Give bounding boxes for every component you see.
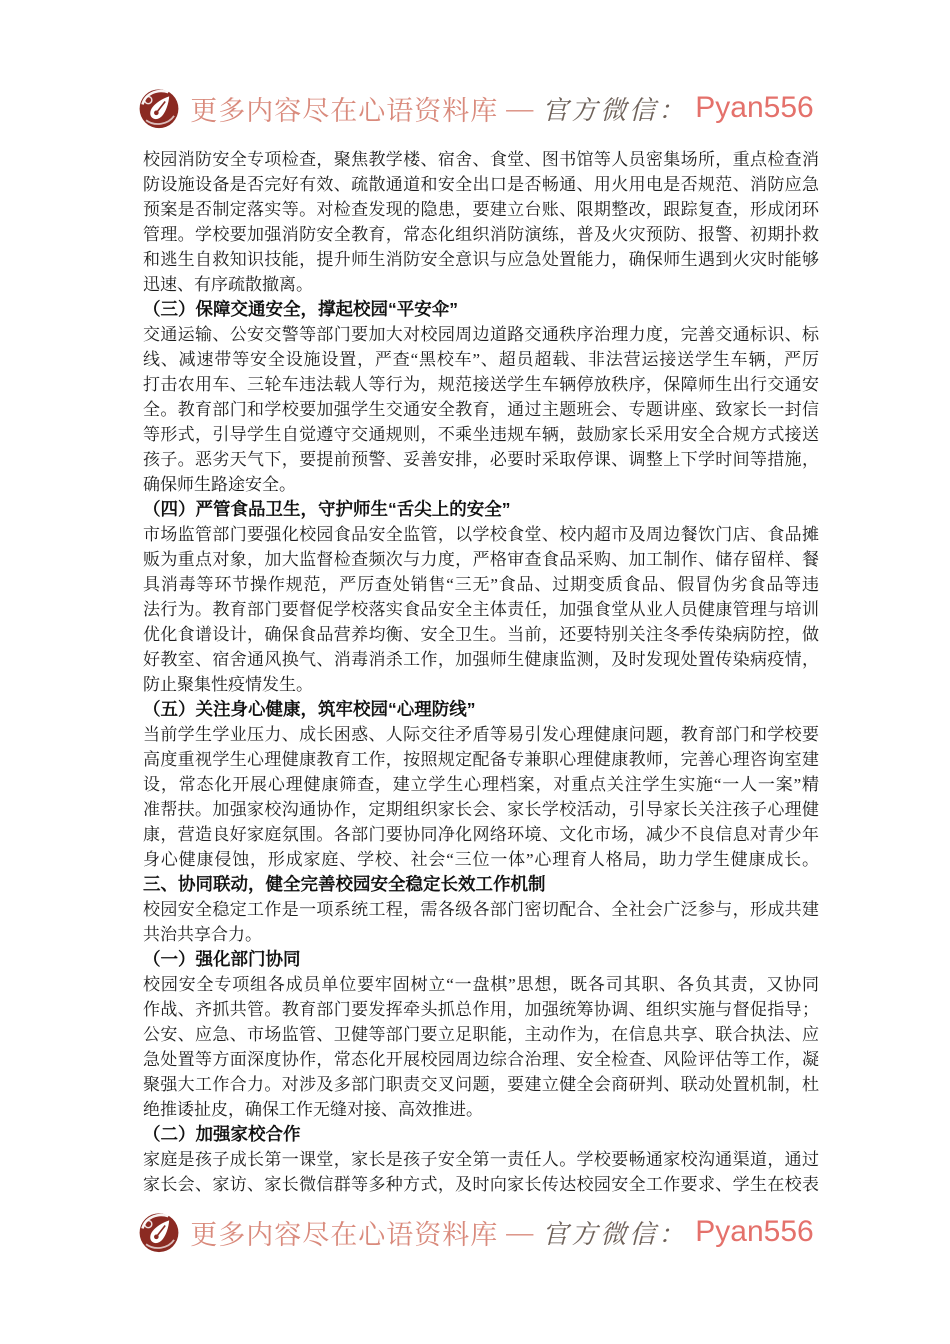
paragraph-line: 法行为。教育部门要督促学校落实食品安全主体责任，加强食堂从业人员健康管理与培训 bbox=[143, 600, 819, 619]
paragraph-line: 校园安全稳定工作是一项系统工程，需各级各部门密切配合、全社会广泛参与，形成共建 bbox=[143, 900, 819, 919]
paragraph-line: 打击农用车、三轮车违法载人等行为，规范接送学生车辆停放秩序，保障师生出行交通安 bbox=[143, 375, 819, 394]
section-heading: （五）关注身心健康，筑牢校园“心理防线” bbox=[143, 699, 476, 719]
paragraph-line: 确保师生路途安全。 bbox=[143, 475, 296, 494]
paragraph-line: 共治共享合力。 bbox=[143, 925, 262, 944]
paragraph-line: 绝推诿扯皮，确保工作无缝对接、高效推进。 bbox=[143, 1100, 483, 1119]
paragraph-line: 校园消防安全专项检查，聚焦教学楼、宿舍、食堂、图书馆等人员密集场所，重点检查消 bbox=[143, 150, 819, 169]
paragraph-line: 作战、齐抓共管。教育部门要发挥牵头抓总作用，加强统筹协调、组织实施与督促指导； bbox=[143, 1000, 819, 1019]
paragraph-line: 家庭是孩子成长第一课堂，家长是孩子安全第一责任人。学校要畅通家校沟通渠道，通过 bbox=[143, 1150, 819, 1169]
paragraph-line: 预案是否制定落实等。对检查发现的隐患，要建立台账、限期整改，跟踪复查，形成闭环 bbox=[143, 200, 819, 219]
paragraph-line: 家长会、家访、家长微信群等多种方式，及时向家长传达校园安全工作要求、学生在校表 bbox=[143, 1175, 819, 1194]
watermark-wechat-label: 官方微信： bbox=[542, 95, 688, 125]
paragraph-line: 设，常态化开展心理健康筛查，建立学生心理档案，对重点关注学生实施“一人一案”精 bbox=[143, 775, 819, 794]
paragraph-line: 防设施设备是否完好有效、疏散通道和安全出口是否畅通、用火用电是否规范、消防应急 bbox=[143, 175, 819, 194]
watermark-separator: — bbox=[506, 1216, 535, 1247]
watermark-wechat-label: 官方微信： bbox=[542, 1219, 688, 1249]
paragraph-line: 高度重视学生心理健康教育工作，按照规定配备专兼职心理健康教师，完善心理咨询室建 bbox=[143, 750, 819, 769]
paragraph-line: 贩为重点对象，加大监督检查频次与力度，严格审查食品采购、加工制作、储存留样、餐 bbox=[143, 550, 819, 569]
paragraph-line: 和逃生自救知识技能，提升师生消防安全意识与应急处置能力，确保师生遇到火灾时能够 bbox=[143, 250, 819, 269]
watermark-brand-text: 更多内容尽在心语资料库 bbox=[190, 1219, 499, 1250]
paragraph-line: 身心健康侵蚀，形成家庭、学校、社会“三位一体”心理育人格局，助力学生健康成长。 bbox=[143, 850, 819, 869]
paragraph-line: 市场监管部门要强化校园食品安全监管，以学校食堂、校内超市及周边餐饮门店、食品摊 bbox=[143, 525, 819, 544]
paragraph-line: 急处置等方面深度协作，常态化开展校园周边综合治理、安全检查、风险评估等工作，凝 bbox=[143, 1050, 819, 1069]
brand-pen-logo-icon bbox=[136, 82, 182, 134]
section-heading: （四）严管食品卫生，守护师生“舌尖上的安全” bbox=[143, 499, 511, 519]
brand-pen-logo-icon bbox=[136, 1206, 182, 1258]
paragraph-line: 聚强大工作合力。对涉及多部门职责交叉问题，要建立健全会商研判、联动处置机制，杜 bbox=[143, 1075, 819, 1094]
paragraph-line: 线、减速带等安全设施设置，严查“黑校车”、超员超载、非法营运接送学生车辆，严厉 bbox=[143, 350, 819, 369]
paragraph-line: 康，营造良好家庭氛围。各部门要协同净化网络环境、文化市场，减少不良信息对青少年 bbox=[143, 825, 819, 844]
paragraph-line: 当前学生学业压力、成长困惑、人际交往矛盾等易引发心理健康问题，教育部门和学校要 bbox=[143, 725, 819, 744]
paragraph-line: 等形式，引导学生自觉遵守交通规则，不乘坐违规车辆，鼓励家长采用安全合规方式接送 bbox=[143, 425, 819, 444]
paragraph-line: 全。教育部门和学校要加强学生交通安全教育，通过主题班会、专题讲座、致家长一封信 bbox=[143, 400, 819, 419]
section-heading: （三）保障交通安全，撑起校园“平安伞” bbox=[143, 299, 458, 319]
paragraph-line: 具消毒等环节操作规范，严厉查处销售“三无”食品、过期变质食品、假冒伪劣食品等违 bbox=[143, 575, 819, 594]
section-heading: 三、协同联动，健全完善校园安全稳定长效工作机制 bbox=[143, 874, 546, 894]
document-content bbox=[143, 147, 819, 1197]
paragraph-line: 公安、应急、市场监管、卫健等部门要立足职能，主动作为，在信息共享、联合执法、应 bbox=[143, 1025, 819, 1044]
paragraph-line: 准帮扶。加强家校沟通协作，定期组织家长会、家长学校活动，引导家长关注孩子心理健 bbox=[143, 800, 819, 819]
watermark-separator: — bbox=[506, 92, 535, 123]
paragraph-line: 校园安全专项组各成员单位要牢固树立“一盘棋”思想，既各司其职、各负其责，又协同 bbox=[143, 975, 819, 994]
paragraph-line: 好教室、宿舍通风换气、消毒消杀工作，加强师生健康监测，及时发现处置传染病疫情， bbox=[143, 650, 819, 669]
section-heading: （二）加强家校合作 bbox=[143, 1124, 301, 1144]
footer-watermark bbox=[0, 1204, 950, 1260]
paragraph-line: 交通运输、公安交警等部门要加大对校园周边道路交通秩序治理力度，完善交通标识、标 bbox=[143, 325, 819, 344]
paragraph-line: 管理。学校要加强消防安全教育，常态化组织消防演练，普及火灾预防、报警、初期扑救 bbox=[143, 225, 819, 244]
section-heading: （一）强化部门协同 bbox=[143, 949, 301, 969]
paragraph-line: 防止聚集性疫情发生。 bbox=[143, 675, 313, 694]
watermark-wechat-account: Pyan556 bbox=[695, 91, 814, 124]
paragraph-line: 孩子。恶劣天气下，要提前预警、妥善安排，必要时采取停课、调整上下学时间等措施， bbox=[143, 450, 819, 469]
watermark-brand-text: 更多内容尽在心语资料库 bbox=[190, 95, 499, 126]
header-watermark bbox=[0, 80, 950, 136]
paragraph-line: 迅速、有序疏散撤离。 bbox=[143, 275, 313, 294]
watermark-wechat-account: Pyan556 bbox=[695, 1215, 814, 1248]
paragraph-line: 优化食谱设计，确保食品营养均衡、安全卫生。当前，还要特别关注冬季传染病防控，做 bbox=[143, 625, 819, 644]
